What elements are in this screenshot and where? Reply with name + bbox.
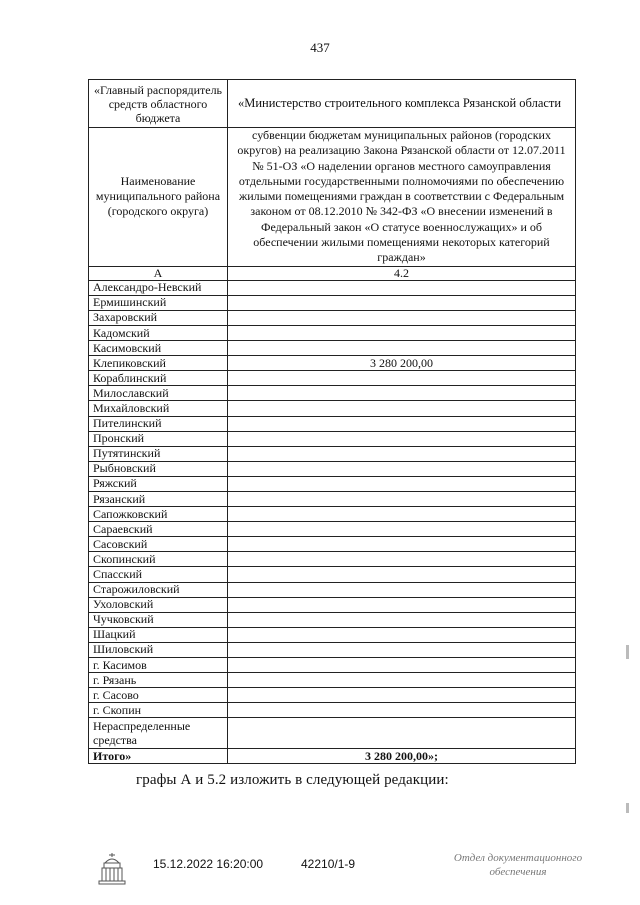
table-row — [89, 552, 576, 567]
table-row — [89, 673, 576, 688]
district-amount — [228, 507, 576, 522]
district-name: Пронский — [89, 431, 228, 446]
district-amount — [228, 552, 576, 567]
total-row — [89, 749, 576, 764]
district-amount — [228, 627, 576, 642]
budget-table — [88, 79, 576, 764]
district-name: Милославский — [89, 386, 228, 401]
table-row — [89, 371, 576, 386]
table-row — [89, 507, 576, 522]
district-amount — [228, 522, 576, 537]
district-amount — [228, 673, 576, 688]
district-name: Ермишинский — [89, 295, 228, 310]
department-stamp — [438, 851, 598, 879]
district-name: Шиловский — [89, 642, 228, 657]
column-a-label: А — [89, 266, 228, 280]
district-name: Захаровский — [89, 310, 228, 325]
district-amount — [228, 582, 576, 597]
table-row — [89, 642, 576, 657]
header-name-label: Наименование муниципального района (городского округа) — [89, 128, 228, 267]
unallocated-row — [89, 718, 576, 749]
district-name: г. Касимов — [89, 658, 228, 673]
table-row — [89, 567, 576, 582]
table-row — [89, 325, 576, 340]
district-name: Ряжский — [89, 476, 228, 491]
district-amount — [228, 295, 576, 310]
district-amount — [228, 537, 576, 552]
scan-edge-mark — [626, 645, 629, 659]
footer-date: 15.12.2022 16:20:00 — [153, 857, 264, 871]
header-row-columns — [89, 266, 576, 280]
table-row — [89, 431, 576, 446]
district-amount — [228, 688, 576, 703]
header-distributor-label: «Главный распорядитель средств областного бюджета — [89, 80, 228, 128]
table-row — [89, 476, 576, 491]
district-amount — [228, 491, 576, 506]
district-name: г. Скопин — [89, 703, 228, 718]
table-row — [89, 310, 576, 325]
district-amount — [228, 341, 576, 356]
district-name: Рязанский — [89, 491, 228, 506]
district-amount — [228, 461, 576, 476]
district-amount — [228, 325, 576, 340]
table-row — [89, 597, 576, 612]
scan-edge-mark — [626, 803, 629, 813]
district-amount — [228, 476, 576, 491]
page-number: 437 — [310, 40, 330, 55]
district-amount — [228, 597, 576, 612]
district-name: Михайловский — [89, 401, 228, 416]
stamp-line-1: Отдел документационного — [453, 852, 583, 864]
district-name: Шацкий — [89, 627, 228, 642]
table-row — [89, 356, 576, 371]
district-name: Спасский — [89, 567, 228, 582]
district-amount — [228, 416, 576, 431]
district-amount — [228, 567, 576, 582]
table-row — [89, 612, 576, 627]
district-name: Кораблинский — [89, 371, 228, 386]
stamp-line-2: обеспечения — [489, 866, 547, 878]
district-name: Ухоловский — [89, 597, 228, 612]
table-row — [89, 703, 576, 718]
district-amount — [228, 371, 576, 386]
district-name: г. Сасово — [89, 688, 228, 703]
district-amount — [228, 612, 576, 627]
table-row — [89, 491, 576, 506]
district-amount — [228, 401, 576, 416]
district-name: Нераспределенные средства — [89, 718, 228, 749]
table-row — [89, 295, 576, 310]
coat-of-arms-emblem — [96, 851, 128, 887]
district-amount — [228, 446, 576, 461]
table-row — [89, 627, 576, 642]
district-amount — [228, 703, 576, 718]
table-row — [89, 582, 576, 597]
district-amount — [228, 431, 576, 446]
district-name: г. Рязань — [89, 673, 228, 688]
district-name: Пителинский — [89, 416, 228, 431]
district-name: Рыбновский — [89, 461, 228, 476]
table-row — [89, 658, 576, 673]
district-amount: 3 280 200,00 — [228, 356, 576, 371]
table-row — [89, 401, 576, 416]
district-amount — [228, 718, 576, 749]
table-row — [89, 461, 576, 476]
district-name: Клепиковский — [89, 356, 228, 371]
column-b-label: 4.2 — [228, 266, 576, 280]
table-row — [89, 280, 576, 295]
header-distributor-value: «Министерство строительного комплекса Рязанской области — [228, 80, 576, 128]
table-row — [89, 416, 576, 431]
district-name: Путятинский — [89, 446, 228, 461]
district-name: Сапожковский — [89, 507, 228, 522]
district-amount — [228, 386, 576, 401]
district-amount — [228, 642, 576, 657]
district-name: Касимовский — [89, 341, 228, 356]
district-name: Старожиловский — [89, 582, 228, 597]
table-row — [89, 446, 576, 461]
district-amount: 3 280 200,00»; — [228, 749, 576, 764]
district-name: Сасовский — [89, 537, 228, 552]
footer-doc-number: 42210/1-9 — [301, 857, 356, 871]
district-name: Кадомский — [89, 325, 228, 340]
header-row-name — [89, 128, 576, 267]
header-subvention-text: субвенции бюджетам муниципальных районов (городских округов) на реализацию Закона Рязанской области от 12.07.2011 № 51-ОЗ «О наделении органов местного самоуправления отдельными государственными полномочиями по обеспечению жилыми помещениями граждан в соответствии с Федеральным законом от 08.12.2010 № 342-ФЗ «О внесении изменений в Федеральный закон «О статусе военнослужащих» и об обеспечении жилыми помещениями некоторых категорий граждан» — [228, 128, 576, 267]
table-row — [89, 341, 576, 356]
district-name: Сараевский — [89, 522, 228, 537]
table-row — [89, 522, 576, 537]
table-row — [89, 386, 576, 401]
district-amount — [228, 280, 576, 295]
district-name: Александро-Невский — [89, 280, 228, 295]
district-name: Чучковский — [89, 612, 228, 627]
district-name: Итого» — [89, 749, 228, 764]
district-amount — [228, 310, 576, 325]
instruction-text: графы А и 5.2 изложить в следующей редакции: — [136, 772, 449, 788]
table-row — [89, 537, 576, 552]
header-row-distributor — [89, 80, 576, 128]
table-row — [89, 688, 576, 703]
district-amount — [228, 658, 576, 673]
district-name: Скопинский — [89, 552, 228, 567]
